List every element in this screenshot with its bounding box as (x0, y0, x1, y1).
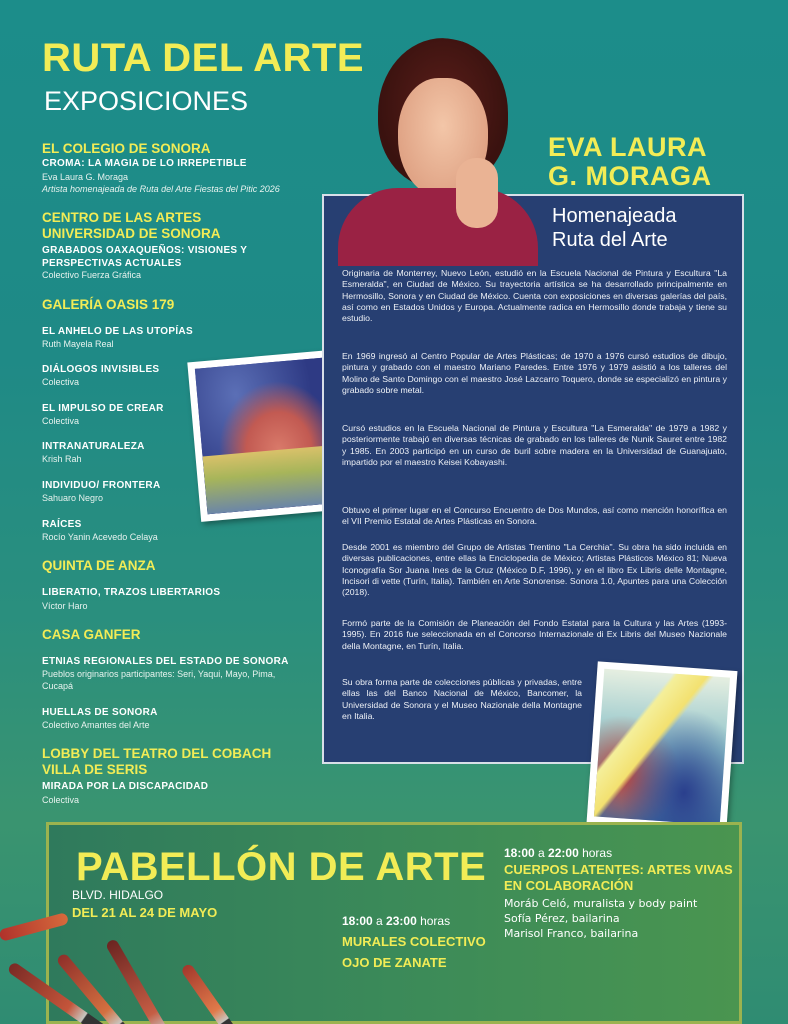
event-participant: Sofía Pérez, bailarina (504, 912, 620, 925)
event-time-unit: horas (578, 846, 613, 860)
event-time (504, 846, 734, 860)
page-title: RUTA DEL ARTE (42, 36, 365, 80)
honor-caption (552, 204, 677, 252)
artist-portrait (338, 38, 538, 266)
honor-line2: Ruta del Arte (552, 229, 668, 251)
event-time-start: 18:00 (504, 846, 535, 860)
event-title: CUERPOS LATENTES: ARTES VIVAS EN COLABORACIÓN (504, 862, 733, 893)
honoree-name-line2: G. MORAGA (548, 161, 712, 191)
event-title: MURALES COLECTIVO OJO DE ZANATE (342, 934, 486, 970)
event-time-end: 23:00 (386, 914, 417, 928)
bio-paragraph: Formó parte de la Comisión de Planeación del Fondo Estatal para la Cultura y las Artes (1993-1995). En 2016 fue seleccionada en el Concorso Internazionale di Ex Libris del Museo Nazionale della Montagne, en Turín, Italia. (342, 618, 727, 651)
page-subtitle: EXPOSICIONES (44, 86, 249, 116)
exhibit-title: EL IMPULSO DE CREAR (42, 403, 164, 414)
portrait-hand (456, 158, 498, 228)
pavilion-title: PABELLÓN DE ARTE (76, 845, 487, 889)
portrait-shirt (338, 188, 538, 266)
bio-paragraph: Originaria de Monterrey, Nuevo León, estudió en la Escuela Nacional de Pintura y Escultura "La Esmeralda", en Ciudad de México. Su trayectoria artística se ha desarrollado principalmente en Hermosillo, Sonora y en Ciudad de México. Cuenta con exposiciones en diversas galerías del país, así como en Estados Unidos y Europa. Actualmente radica en Hermosillo donde trabaja y tiene su estudio. (342, 268, 727, 324)
exhibit-title: RAÍCES (42, 519, 82, 530)
bio-paragraph: En 1969 ingresó al Centro Popular de Artes Plásticas; de 1970 a 1976 cursó estudios de dibujo, pintura y grabado con el maestro Mariano Paredes. Entre 1976 y 1979 asistió a los talleres del Molino de Santo Domingo con el maestro José Lazcarro Toquero, donde se especializó en pintura y grabado sobre metal. (342, 351, 727, 395)
event-participant: Moráb Celó, muralista y body paint (504, 897, 698, 910)
exhibit-artist: Sahuaro Negro (42, 493, 104, 503)
exhibit-title: EL ANHELO DE LAS UTOPÍAS (42, 326, 193, 337)
bio-paragraph: Cursó estudios en la Escuela Nacional de Pintura y Escultura "La Esmeralda" de 1979 a 1982 y posteriormente trabajó en diversas técnicas de grabado en los talleres de Nunik Sauret entre 1982 y 1985. En 2003 participó en un curso de buril sobre madera en la Universidad de Guanajuato, impartido por el maestro Keisei Kobayashi. (342, 423, 727, 467)
pavilion-street: BLVD. HIDALGO (72, 888, 164, 902)
bio-paragraph: Obtuvo el primer lugar en el Concurso Encuentro de Dos Mundos, así como mención honorífica en el VII Premio Estatal de Artes Plásticas en Sonora. (342, 505, 727, 527)
exhibit-artist: Krish Rah (42, 454, 82, 464)
exhibit-artist: Ruth Mayela Real (42, 339, 114, 349)
bio-paragraph: Su obra forma parte de colecciones públicas y privadas, entre ellas las del Banco Nacional de México, Bancomer, la Universidad de Sonora y el Museo Nazionale della Montagne en Italia. (342, 677, 582, 721)
exhibit-title: INTRANATURALEZA (42, 441, 145, 452)
exhibit-title: LIBERATIO, TRAZOS LIBERTARIOS (42, 587, 221, 598)
exhibit-title: INDIVIDUO/ FRONTERA (42, 480, 161, 491)
event-time-end: 22:00 (548, 846, 579, 860)
exhibit-artist: Colectiva (42, 795, 80, 805)
honoree-name-line1: EVA LAURA (548, 132, 707, 162)
exhibit-title: DIÁLOGOS INVISIBLES (42, 364, 160, 375)
event-time-sep: a (372, 914, 387, 928)
event-time-unit: horas (416, 914, 451, 928)
venue-colegio-sonora: EL COLEGIO DE SONORA (42, 141, 211, 156)
bio-paragraph: Desde 2001 es miembro del Grupo de Artistas Trentino "La Cerchia". Su obra ha sido incluida en diversas publicaciones, entre ellas la Enciclopedia de México; Artistas Plásticos México 81; Nueva Iconografía Sor Juana Ines de la Cruz (México D.F, 1996), y en el libro Ex Libris delle Montagne, Incisori di vette (Turín, Italia). También en Arte Sonorense. Sonora 1.0, Apuntes para una Colección (2018). (342, 542, 727, 598)
event-time (342, 914, 512, 928)
exhibit-artist: Rocío Yanin Acevedo Celaya (42, 532, 158, 542)
venue-centro-artes-unison: CENTRO DE LAS ARTES UNIVERSIDAD DE SONORA (42, 210, 221, 241)
event-murales (342, 914, 512, 973)
artwork-canvas (594, 669, 730, 825)
exhibit-artist: Pueblos originarios participantes: Seri, Yaqui, Mayo, Pima, Cucapá (42, 669, 276, 691)
exhibit-title: ETNIAS REGIONALES DEL ESTADO DE SONORA (42, 656, 289, 667)
artwork-image-left (187, 350, 342, 522)
venue-lobby-teatro-cobach: LOBBY DEL TEATRO DEL COBACH VILLA DE SERIS (42, 746, 272, 777)
exhibit-artist: Víctor Haro (42, 601, 88, 611)
venue-galeria-oasis: GALERÍA OASIS 179 (42, 297, 175, 312)
exhibit-artist: Colectivo Fuerza Gráfica (42, 270, 142, 280)
artwork-canvas (195, 358, 335, 515)
honoree-name (548, 133, 712, 191)
honor-line1: Homenajeada (552, 205, 677, 227)
exhibit-note: Artista homenajeada de Ruta del Arte Fiestas del Pitic 2026 (42, 184, 280, 194)
event-participant: Marisol Franco, bailarina (504, 927, 639, 940)
event-time-sep: a (534, 846, 549, 860)
venue-quinta-anza: QUINTA DE ANZA (42, 558, 156, 573)
exhibit-title: CROMA: LA MAGIA DE LO IRREPETIBLE (42, 158, 247, 169)
venue-casa-ganfer: CASA GANFER (42, 627, 141, 642)
exhibit-artist: Eva Laura G. Moraga (42, 172, 129, 182)
exhibit-title: GRABADOS OAXAQUEÑOS: VISIONES Y PERSPECTIVAS ACTUALES (42, 245, 248, 269)
artwork-image-right (587, 661, 738, 832)
pavilion-dates: DEL 21 AL 24 DE MAYO (72, 905, 218, 920)
event-time-start: 18:00 (342, 914, 373, 928)
event-cuerpos-latentes (504, 846, 734, 941)
exhibit-artist: Colectiva (42, 377, 80, 387)
exhibit-title: MIRADA POR LA DISCAPACIDAD (42, 781, 209, 792)
exhibit-artist: Colectivo Amantes del Arte (42, 720, 150, 730)
exhibit-title: HUELLAS DE SONORA (42, 707, 158, 718)
exhibit-artist: Colectiva (42, 416, 80, 426)
